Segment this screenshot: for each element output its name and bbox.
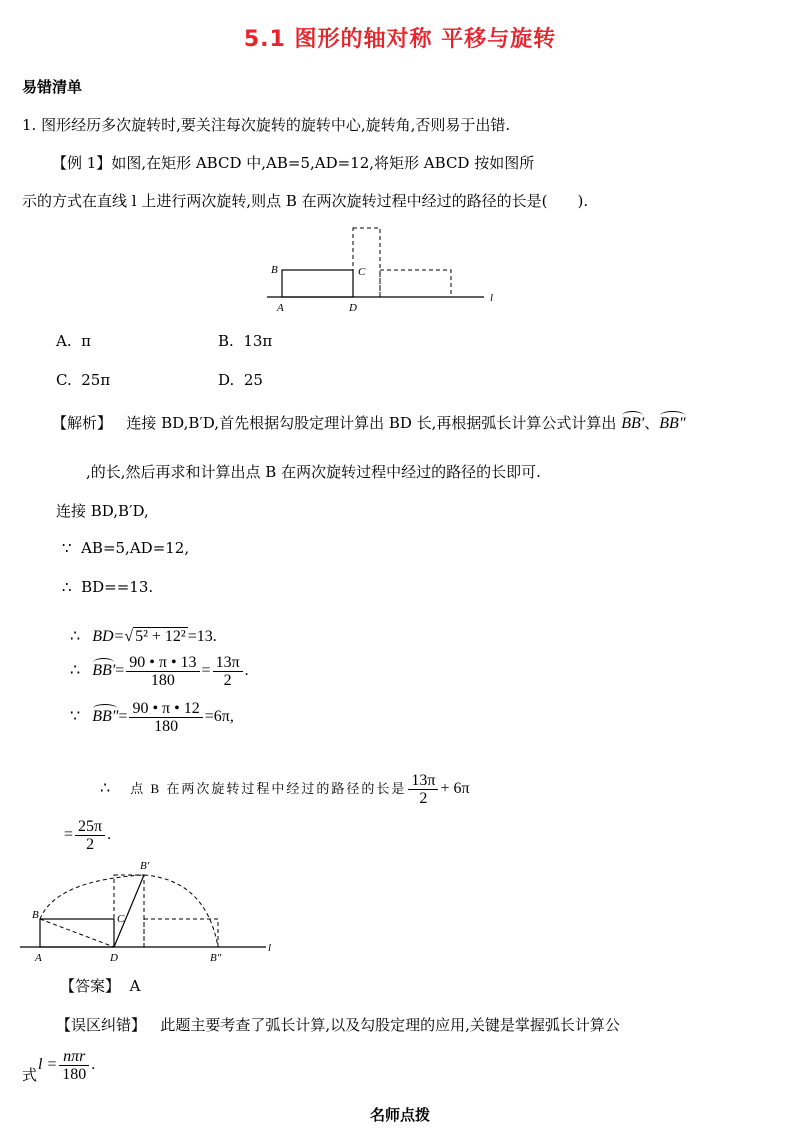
error-note-label: 【误区纠错】 [56,1016,147,1034]
formula-bd: ∴ BD=√ 5² + 12² =13. [70,628,217,645]
error-note-line-1: 【误区纠错】 此题主要考查了弧长计算,以及勾股定理的应用,关键是掌握弧长计算公 [56,1016,620,1034]
label-d: D [349,302,357,314]
formula-arc-bb2: ∵ BB″= $\frac{90 • \pi • 12}{180}$ =6π, [70,700,234,735]
formula-path-sum: ∴ 点 B 在两次旋转过程中经过的路径的长是 $\frac{13\pi}{2}$ + 6π [100,772,470,807]
item-1-text: 1. 图形经历多次旋转时,要关注每次旋转的旋转中心,旋转角,否则易于出错. [22,116,511,134]
label-a: A [277,302,284,314]
example-label: 【例 1】 [52,154,112,172]
footer-heading: 名师点拨 [369,1106,430,1124]
rectangle-rotated-1 [353,228,380,297]
analysis-label: 【解析】 [52,414,113,432]
label-b: B [271,264,278,276]
segment-bd [40,919,114,947]
rectangle-rotated-2 [380,270,451,297]
analysis-line-1: 【解析】 连接 BD,B′D,首先根据勾股定理计算出 BD 长,再根据弧长计算公式计算出 BB′、BB″ [52,411,686,433]
option-c: C. 25π [56,371,111,389]
therefore-line: ∴ BD==13. [62,578,154,596]
example-line-2: 示的方式在直线 l 上进行两次旋转,则点 B 在两次旋转过程中经过的路径的长是( ). [22,192,589,210]
option-b: B. 13π [218,332,273,350]
answer-value: A [129,977,141,995]
rectangle-rotation-figure [262,224,502,318]
section-heading: 易错清单 [22,78,83,96]
label-l: l [490,292,494,304]
option-d: D. 25 [218,371,263,389]
label-bprime: B′ [140,860,150,872]
label-c: C [358,266,366,278]
analysis-line-2: ,的长,然后再求和计算出点 B 在两次旋转过程中经过的路径的长即可. [86,463,541,481]
formula-arc-bb1: ∴ BB′= $\frac{90 • \pi • 13}{180}$ = $\frac{13\pi}{2}$ . [70,654,249,689]
connect-line: 连接 BD,B′D, [56,502,149,520]
arc-bprime-to-bdoubleprime [144,875,218,947]
rectangle-abcd [282,270,353,297]
formula-result: = $\frac{25\pi}{2}$ . [64,818,112,853]
example-text-1: 如图,在矩形 ABCD 中,AB=5,AD=12,将矩形 ABCD 按如图所 [111,154,535,172]
label-b-2: B [32,909,39,921]
label-a-2: A [35,952,42,964]
label-l-2: l [268,942,272,954]
answer-line [60,975,140,996]
error-note-line-2-prefix: 式 [22,1066,38,1084]
option-a: A. π [56,332,92,350]
because-line: ∵ AB=5,AD=12, [62,539,190,557]
rectangle-rotated-2-2 [144,919,218,947]
label-d-2: D [110,952,118,964]
example-line-1 [52,152,534,173]
segment-dbprime [114,875,144,947]
arc-length-formula: l = $\frac{\text{nπr}}{180}$ . [38,1048,96,1083]
rectangle-abcd-2 [40,919,114,947]
rotation-path-figure [16,852,280,968]
answer-label: 【答案】 [60,977,121,995]
label-bdoubleprime: B″ [210,952,222,964]
label-c-2: C [117,913,125,925]
page-title: 5.1 图形的轴对称 平移与旋转 [243,27,557,52]
